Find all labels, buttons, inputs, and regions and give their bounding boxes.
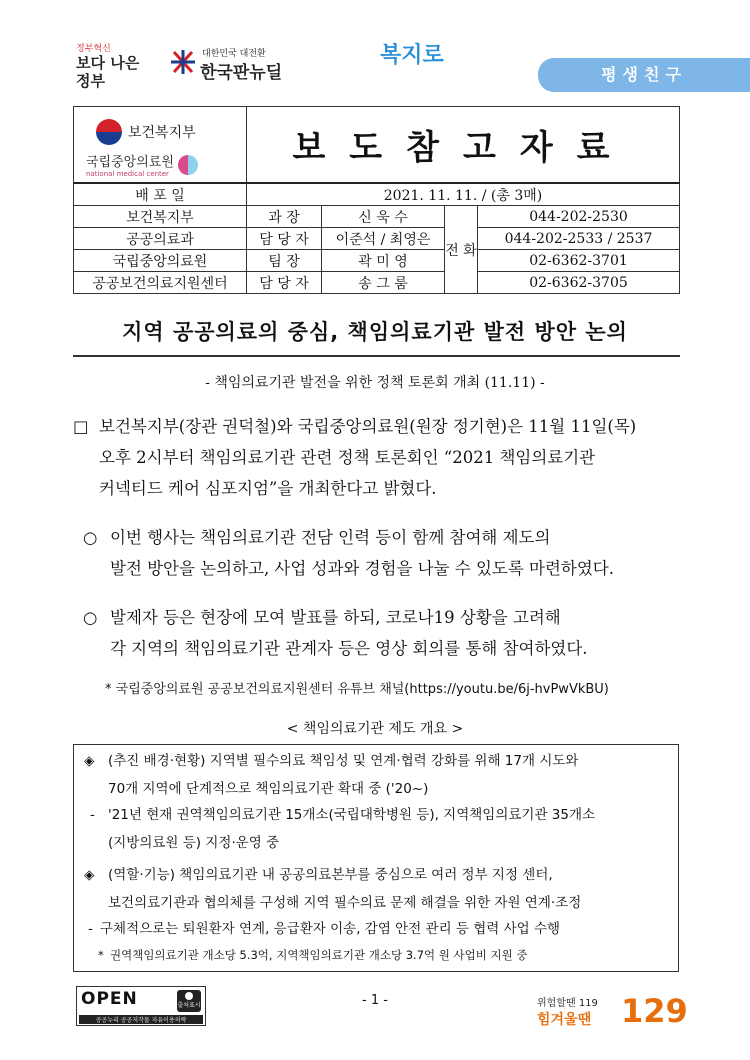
nmc-logo <box>86 151 246 178</box>
contact-org: 보건복지부 <box>74 206 247 228</box>
box-line: 구체적으로는 퇴원환자 연계, 응급환자 이송, 감염 안전 관리 등 협력 사업 수행 <box>100 921 561 937</box>
paragraph-line: 각 지역의 책임의료기관 관계자 등은 영상 회의를 통해 참여하였다. <box>110 639 588 658</box>
contact-name: 곽 미 영 <box>322 250 445 272</box>
nmc-name: 국립중앙의료원 <box>86 155 174 170</box>
box-line: '21년 현재 권역책임의료기관 15개소(국립대학병원 등), 지역책임의료기관 35개소 <box>108 807 596 823</box>
contact-name: 이준석 / 최영은 <box>322 228 445 250</box>
youtube-note: * 국립중앙의료원 공공보건의료지원센터 유튜브 채널(https://youtu.be/6j-hvPwVkBU) <box>105 682 609 697</box>
distribution-label: 배 포 일 <box>74 183 247 206</box>
headline-rule <box>73 355 680 357</box>
box-row-role <box>84 861 672 917</box>
friend-banner: 평생친구 <box>538 58 750 92</box>
newdeal-icon <box>170 48 196 76</box>
paragraph-2 <box>73 522 680 584</box>
hotline-a: 위험할땐 119 <box>537 998 598 1009</box>
box-line: (지방의료원 등) 지정·운영 중 <box>108 835 280 851</box>
paragraph-line: 커넥티드 케어 심포지엄”을 개최한다고 밝혔다. <box>99 479 437 498</box>
asterisk-bullet: * <box>98 948 104 962</box>
contact-phone: 044-202-2533 / 2537 <box>478 228 680 250</box>
paragraph-line: 이번 행사는 책임의료기관 전담 인력 등이 함께 참여해 제도의 <box>110 528 551 547</box>
contact-name: 송 그 룸 <box>322 272 445 294</box>
box-line: 보건의료기관과 협의체를 구성해 지역 필수의료 문제 해결을 위한 자원 연계·조정 <box>108 895 582 911</box>
box-row-background <box>84 747 672 803</box>
taegeuk-icon <box>96 119 122 145</box>
diamond-bullet: ◈ <box>84 753 95 769</box>
contact-phone: 044-202-2530 <box>478 206 680 228</box>
hotline-number: 129 <box>621 992 688 1030</box>
page-number: - 1 - <box>362 993 388 1008</box>
box-line: (역할·기능) 책임의료기관 내 공공의료본부를 중심으로 여러 정부 지정 센터, <box>108 867 553 883</box>
mohw-logo <box>96 119 246 145</box>
gov-innovation-logo <box>76 44 154 90</box>
contact-org: 국립중앙의료원 <box>74 250 247 272</box>
gov-innovation-big: 보다 나은 정부 <box>76 54 140 90</box>
dash-bullet: - <box>90 807 95 823</box>
paragraph-line: 오후 2시부터 책임의료기관 관련 정책 토론회인 “2021 책임의료기관 <box>99 448 596 467</box>
circle-bullet: ○ <box>83 528 98 547</box>
box-line: 권역책임의료기관 개소당 5.3억, 지역책임의료기관 개소당 3.7억 원 사업비 지원 중 <box>110 948 528 962</box>
box-line: (추진 배경·현황) 지역별 필수의료 책임성 및 연계·협력 강화를 위해 17개 시도와 <box>108 753 579 769</box>
newdeal-small: 대한민국 대전환 <box>202 49 266 59</box>
contact-role: 담 당 자 <box>247 272 322 294</box>
contact-name: 신 욱 수 <box>322 206 445 228</box>
diamond-bullet: ◈ <box>84 867 95 883</box>
dash-bullet: - <box>88 921 93 937</box>
box-row-detail <box>84 915 672 943</box>
paragraph-line: 발제자 등은 현장에 모여 발표를 하되, 코로나19 상황을 고려해 <box>110 608 561 627</box>
distribution-value: 2021. 11. 11. / (총 3매) <box>247 183 680 206</box>
attribution-label: 출처표시 <box>177 1002 201 1009</box>
bokjiro-logo: 복지로 <box>380 43 444 68</box>
phone-label: 전 화 <box>445 206 478 294</box>
paragraph-line: 보건복지부(장관 권덕철)와 국립중앙의료원(원장 정기현)은 11월 11일(목) <box>99 417 637 436</box>
headline: 지역 공공의료의 중심, 책임의료기관 발전 방안 논의 <box>122 320 628 344</box>
ministry-name: 보건복지부 <box>128 125 196 141</box>
overview-box <box>73 744 679 972</box>
box-row-funding <box>84 941 672 969</box>
box-row-status <box>84 801 672 857</box>
nmc-icon <box>178 155 198 175</box>
contact-org: 공공의료과 <box>74 228 247 250</box>
nmc-name-en: national medical center <box>86 170 169 178</box>
box-title: < 책임의료기관 제도 개요 > <box>286 721 464 737</box>
open-sub: 공공누리 공공저작물 자유이용허락 <box>79 1015 203 1024</box>
open-word: OPEN <box>81 989 138 1009</box>
box-line: 70개 지역에 단계적으로 책임의료기관 확대 중 ('20~) <box>108 781 429 797</box>
doc-title: 보도참고자료 <box>247 107 680 184</box>
gov-innovation-small: 정부혁신 <box>76 44 111 54</box>
doc-info-table <box>73 106 680 294</box>
paragraph-1 <box>73 411 680 504</box>
contact-role: 팀 장 <box>247 250 322 272</box>
square-bullet: □ <box>73 417 89 436</box>
contact-phone: 02-6362-3701 <box>478 250 680 272</box>
hotline-b: 힘겨울땐 <box>537 1012 592 1028</box>
contact-role: 담 당 자 <box>247 228 322 250</box>
circle-bullet: ○ <box>83 608 98 627</box>
subtitle: - 책임의료기관 발전을 위한 정책 토론회 개최 (11.11) - <box>205 375 545 391</box>
contact-org: 공공보건의료지원센터 <box>74 272 247 294</box>
logo-cell <box>74 107 247 184</box>
newdeal-big: 한국판뉴딜 <box>200 63 283 83</box>
paragraph-line: 발전 방안을 논의하고, 사업 성과와 경험을 나눌 수 있도록 마련하였다. <box>110 559 614 578</box>
paragraph-3 <box>73 602 680 664</box>
hotline-logo <box>537 992 688 1030</box>
contact-role: 과 장 <box>247 206 322 228</box>
contact-phone: 02-6362-3705 <box>478 272 680 294</box>
